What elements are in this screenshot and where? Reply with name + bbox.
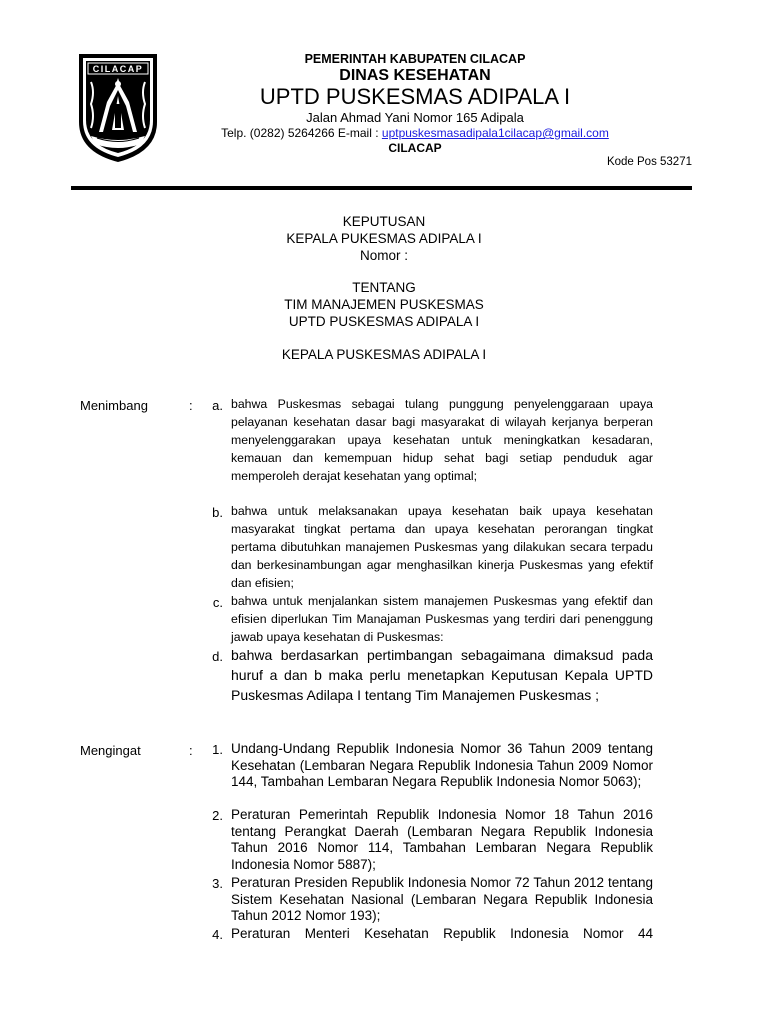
- email-link[interactable]: uptpuskesmasadipala1cilacap@gmail.com: [381, 126, 609, 140]
- mengingat-item-2: Peraturan Pemerintah Republik Indonesia Nomor 18 Tahun 2016 tentang Perangkat Daerah (Lembaran Negara Republik Indonesia Tahun 2016 Nomor 114, Tambahan Lembaran Negara Republik Indonesia Nomor 5887);: [231, 807, 653, 872]
- office-name: UPTD PUSKESMAS ADIPALA I: [259, 84, 571, 109]
- contact-line: [160, 127, 670, 139]
- menimbang-marker-b: b.: [212, 505, 223, 520]
- menimbang-marker-d: d.: [212, 649, 223, 664]
- menimbang-item-d: bahwa berdasarkan pertimbangan sebagaimana dimaksud pada huruf a dan b maka perlu menetapkan Keputusan Kepala UPTD Puskesmas Adilapa I tentang Tim Manajemen Puskesmas ;: [231, 647, 653, 703]
- mengingat-colon: :: [189, 743, 193, 758]
- mengingat-item-4: Peraturan Menteri Kesehatan Republik Indonesia Nomor 44: [231, 926, 653, 941]
- logo-text: CILACAP: [92, 64, 144, 74]
- mengingat-item-1: Undang-Undang Republik Indonesia Nomor 36 Tahun 2009 tentang Kesehatan (Lembaran Negara Republik Indonesia Tahun 2009 Nomor 144, Tambahan Lembaran Negara Republik Indonesia Nomor 5063);: [231, 741, 653, 790]
- letterhead-divider: [71, 186, 692, 190]
- mengingat-marker-2: 2.: [212, 808, 223, 823]
- menimbang-item-b: bahwa untuk melaksanakan upaya kesehatan baik upaya kesehatan masyarakat tingkat pertama dan upaya kesehatan perorangan tingkat pertama dibutuhkan manajemen Puskesmas yang dilakukan secara terpadu dan berkesinambungan agar menghasilkan kinerja Puskesmas yang efektif dan efisien;: [231, 504, 653, 590]
- mengingat-item-3: Peraturan Presiden Republik Indonesia Nomor 72 Tahun 2012 tentang Sistem Kesehatan Nasional (Lembaran Negara Republik Indonesia Tahun 2012 Nomor 193);: [231, 875, 653, 924]
- menimbang-marker-c: c.: [212, 595, 223, 610]
- mengingat-marker-1: 1.: [212, 742, 223, 757]
- phone-text: Telp. (0282) 5264266 E-mail :: [221, 126, 382, 140]
- postal-code: Kode Pos 53271: [606, 156, 692, 168]
- decree-heading: KEPUTUSAN: [342, 214, 426, 229]
- government-name: PEMERINTAH KABUPATEN CILACAP: [304, 52, 526, 66]
- issuer-line: KEPALA PUSKESMAS ADIPALA I: [281, 347, 487, 362]
- menimbang-item-c: bahwa untuk menjalankan sistem manajemen Puskesmas yang efektif dan efisien diperlukan Tim Manajaman Puskesmas yang terdiri dari penenggung jawab upaya kesehatan di Puskesmas:: [231, 594, 653, 644]
- letterhead: [0, 0, 768, 200]
- menimbang-marker-a: a.: [212, 398, 223, 413]
- subject-heading: TENTANG: [352, 280, 416, 295]
- decree-number: Nomor :: [359, 248, 408, 263]
- cilacap-crest-icon: [77, 52, 159, 164]
- menimbang-colon: :: [189, 398, 193, 413]
- subject-line-2: UPTD PUSKESMAS ADIPALA I: [288, 314, 480, 329]
- menimbang-item-a: bahwa Puskesmas sebagai tulang punggung penyelenggaraan upaya pelayanan kesehatan dasar bagi masyarakat di wilayah kerjanya berperan menyelenggarakan upaya kesehatan untuk meningkatkan kesadaran, kemauan dan kemempuan hidup sehat bagi setiap penduduk agar memperoleh derajat kesehatan yang optimal;: [231, 397, 653, 483]
- address: Jalan Ahmad Yani Nomor 165 Adipala: [306, 110, 524, 125]
- menimbang-label: Menimbang: [80, 398, 148, 413]
- city: CILACAP: [388, 141, 442, 155]
- mengingat-marker-3: 3.: [212, 876, 223, 891]
- mengingat-label: Mengingat: [80, 743, 141, 758]
- agency-name: DINAS KESEHATAN: [339, 67, 491, 84]
- mengingat-marker-4: 4.: [212, 927, 223, 942]
- decree-issuer: KEPALA PUKESMAS ADIPALA I: [286, 231, 482, 246]
- subject-line-1: TIM MANAJEMEN PUSKESMAS: [284, 297, 484, 312]
